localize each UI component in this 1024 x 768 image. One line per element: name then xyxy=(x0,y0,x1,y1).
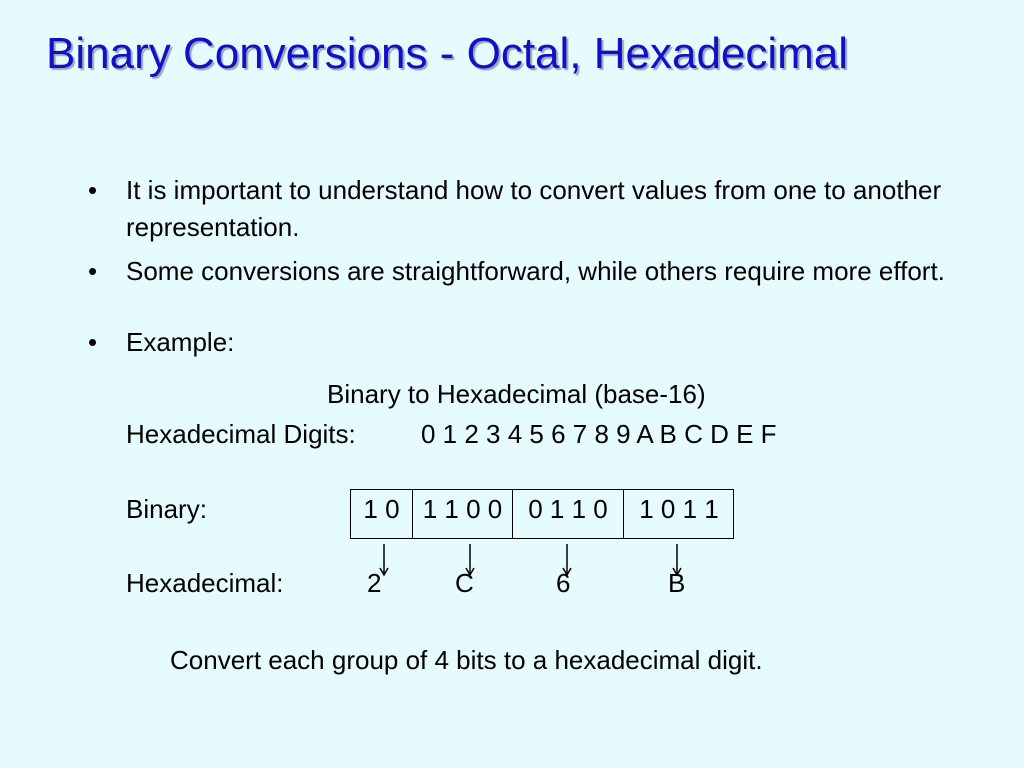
binary-group: 1 1 0 0 xyxy=(413,490,513,538)
binary-label: Binary: xyxy=(126,494,207,524)
bullet-text: Example: xyxy=(126,327,235,357)
binary-group: 1 0 xyxy=(351,490,413,538)
binary-group: 0 1 1 0 xyxy=(513,490,624,538)
binary-group-box xyxy=(350,489,734,539)
hex-digits-value: 0 1 2 3 4 5 6 7 8 9 A B C D E F xyxy=(421,419,777,449)
bullet-list xyxy=(88,172,988,361)
slide-title: Binary Conversions - Octal, Hexadecimal xyxy=(46,29,849,78)
bullet-item xyxy=(88,324,988,361)
hex-digits-label: Hexadecimal Digits: xyxy=(126,419,356,449)
bullet-dot-icon: • xyxy=(88,327,98,357)
bullet-item xyxy=(88,253,988,290)
hex-result-digit: 6 xyxy=(556,568,571,598)
bullet-text: It is important to understand how to convert values from one to another representation. xyxy=(126,175,942,242)
bullet-dot-icon: • xyxy=(88,175,98,205)
bullet-item xyxy=(88,172,988,246)
bullet-text: Some conversions are straightforward, while others require more effort. xyxy=(126,256,945,286)
example-description: Binary to Hexadecimal (base-16) xyxy=(327,379,706,409)
hexadecimal-label: Hexadecimal: xyxy=(126,568,284,598)
hex-result-digit: B xyxy=(668,568,686,598)
caption: Convert each group of 4 bits to a hexadecimal digit. xyxy=(170,645,763,675)
binary-group: 1 0 1 1 xyxy=(639,494,719,524)
bullet-dot-icon: • xyxy=(88,256,98,286)
hex-result-digit: C xyxy=(455,568,474,598)
hex-result-digit: 2 xyxy=(367,568,382,598)
